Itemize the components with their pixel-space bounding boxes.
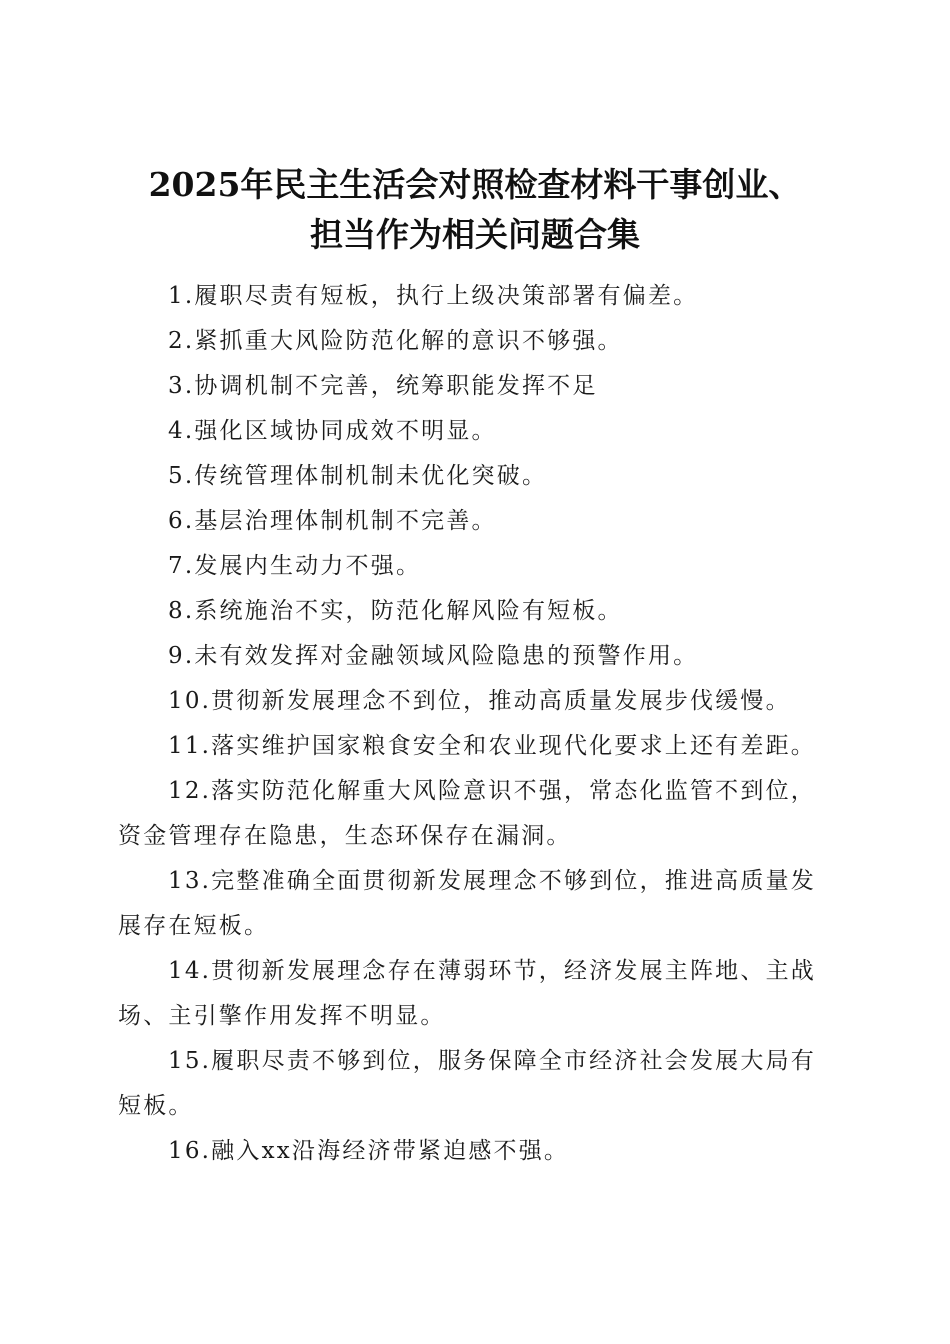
issue-item-8: 8.系统施治不实，防范化解风险有短板。 bbox=[168, 598, 623, 624]
issue-item-15: 15.履职尽责不够到位，服务保障全市经济社会发展大局有短板。 bbox=[118, 1048, 816, 1119]
issue-item-7: 7.发展内生动力不强。 bbox=[168, 553, 422, 579]
title-line-2: 担当作为相关问题合集 bbox=[310, 215, 640, 255]
issue-item-12: 12.落实防范化解重大风险意识不强，常态化监管不到位，资金管理存在隐患，生态环保存在漏洞。 bbox=[118, 778, 816, 849]
issue-item-11: 11.落实维护国家粮食安全和农业现代化要求上还有差距。 bbox=[168, 733, 816, 759]
issue-item-14: 14.贯彻新发展理念存在薄弱环节，经济发展主阵地、主战场、主引擎作用发挥不明显。 bbox=[118, 958, 816, 1029]
title-line-1: 2025年民主生活会对照检查材料干事创业、 bbox=[148, 165, 802, 205]
issue-item-9: 9.未有效发挥对金融领域风险隐患的预警作用。 bbox=[168, 643, 699, 669]
issue-item-13: 13.完整准确全面贯彻新发展理念不够到位，推进高质量发展存在短板。 bbox=[118, 868, 816, 939]
issue-item-6: 6.基层治理体制机制不完善。 bbox=[168, 508, 497, 534]
issue-item-10: 10.贯彻新发展理念不到位，推动高质量发展步伐缓慢。 bbox=[168, 688, 791, 714]
issue-list bbox=[118, 274, 830, 1174]
issue-item-3: 3.协调机制不完善，统筹职能发挥不足 bbox=[168, 373, 598, 399]
issue-item-4: 4.强化区域协同成效不明显。 bbox=[168, 418, 497, 444]
issue-item-5: 5.传统管理体制机制未优化突破。 bbox=[168, 463, 548, 489]
issue-item-2: 2.紧抓重大风险防范化解的意识不够强。 bbox=[168, 328, 623, 354]
document-title bbox=[100, 160, 850, 260]
issue-item-1: 1.履职尽责有短板，执行上级决策部署有偏差。 bbox=[168, 283, 699, 309]
issue-item-16: 16.融入xx沿海经济带紧迫感不强。 bbox=[168, 1138, 570, 1164]
